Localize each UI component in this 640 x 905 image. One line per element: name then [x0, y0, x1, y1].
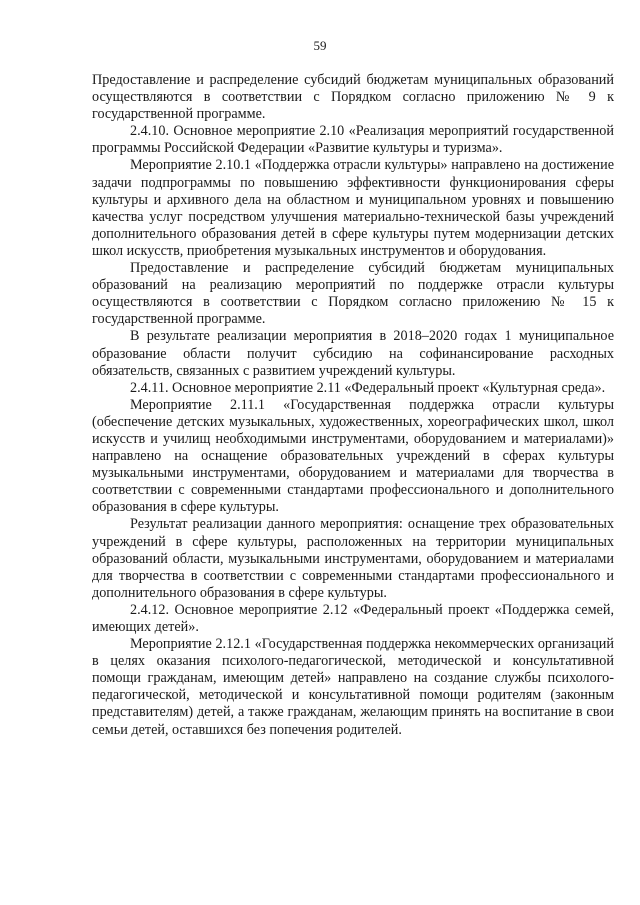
document-body	[92, 72, 614, 739]
paragraph-event-2-4-10: 2.4.10. Основное мероприятие 2.10 «Реализация мероприятий государственной программы Российской Федерации «Развитие культуры и туризма».	[92, 123, 614, 157]
paragraph-event-2-4-11: 2.4.11. Основное мероприятие 2.11 «Федеральный проект «Культурная среда».	[130, 379, 606, 396]
paragraph-result-2018-2020: В результате реализации мероприятия в 2018–2020 годах 1 муниципальное образование области получит субсидию на софинансирование расходных обязательств, связанных с развитием учреждений культуры.	[92, 328, 614, 379]
paragraph-measure-2-10-1: Мероприятие 2.10.1 «Поддержка отрасли культуры» направлено на достижение задачи подпрограммы по повышению эффективности функционирования сферы культуры и архивного дела на областном и муниципальном уровнях и повышению качества услуг посредством улучшения материально-технической базы учреждений дополнительного образования детей в сфере культуры путем модернизации детских школ искусств, приобретения музыкальных инструментов и оборудования.	[92, 157, 614, 259]
paragraph-subsidies-order-9: Предоставление и распределение субсидий бюджетам муниципальных образований осуществляются в соответствии с Порядком согласно приложению № 9 к государственной программе.	[92, 72, 614, 123]
page-number: 59	[313, 38, 327, 53]
paragraph-result-equipment: Результат реализации данного мероприятия: оснащение трех образовательных учреждений в сфере культуры, расположенных на территории муниципальных образований области, музыкальными инструментами, оборудованием и материалами для творчества в соответствии с современными стандартами профессионального и дополнительного образования в сфере культуры.	[92, 516, 614, 601]
paragraph-subsidies-order-15: Предоставление и распределение субсидий бюджетам муниципальных образований на реализацию мероприятий по поддержке отрасли культуры осуществляются в соответствии с Порядком согласно приложению № 15 к государственной программе.	[92, 260, 614, 328]
paragraph-event-2-4-12: 2.4.12. Основное мероприятие 2.12 «Федеральный проект «Поддержка семей, имеющих детей».	[92, 601, 614, 635]
paragraph-measure-2-12-1: Мероприятие 2.12.1 «Государственная поддержка некоммерческих организаций в целях оказания психолого-педагогической, методической и консультативной помощи гражданам, имеющим детей» направлено на создание службы психолого-педагогической, методической и консультативной помощи родителям (законным представителям) детей, а также гражданам, желающим принять на воспитание в свои семьи детей, оставшихся без попечения родителей.	[92, 636, 614, 738]
paragraph-measure-2-11-1: Мероприятие 2.11.1 «Государственная поддержка отрасли культуры (обеспечение детских музыкальных, художественных, хореографических школ, школ искусств и училищ необходимыми инструментами, оборудованием и материалами)» направлено на оснащение образовательных учреждений в сферах культуры музыкальными инструментами, оборудованием и материалами для творчества в соответствии с современными стандартами профессионального и дополнительного образования в сфере культуры.	[92, 396, 614, 516]
